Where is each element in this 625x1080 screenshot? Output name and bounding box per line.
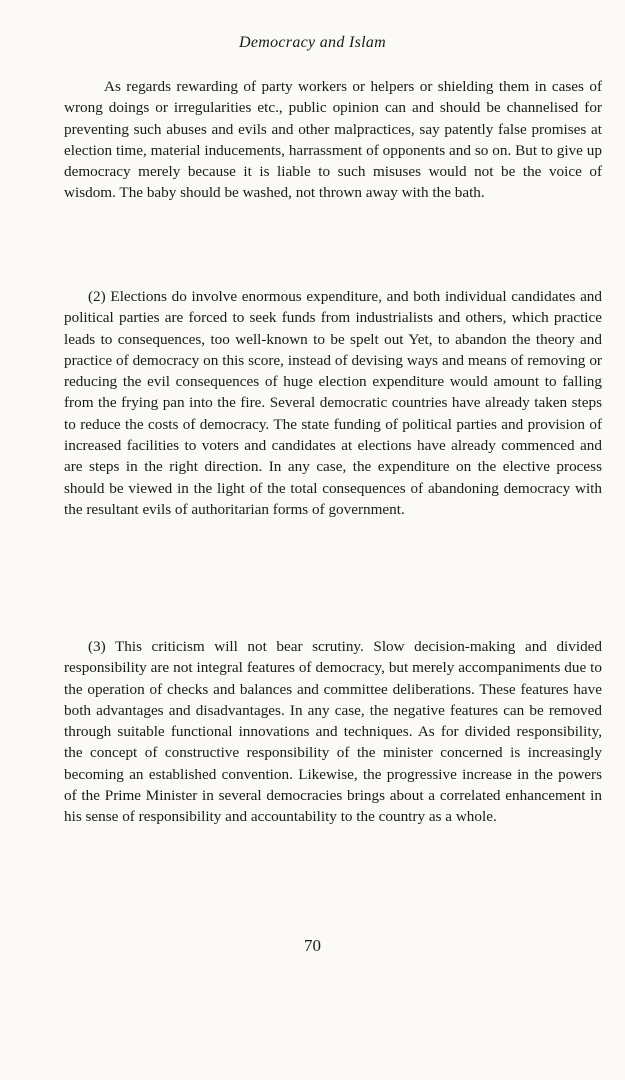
paragraph-3: (3) This criticism will not bear scrutiny. Slow decision-making and divided responsibility are not integral features of democracy, but merely accompaniments due to the operation of checks and balances and committee deliberations. These features have both advantages and disadvantages. In any case, the negative features can be removed through suitable functional innovations and techniques. As for divided responsibility, the concept of constructive responsibility of the minister concerned is increasingly becoming an established convention. Likewise, the progressive increase in the powers of the Prime Minister in several democracies brings about a correlated enhancement in his sense of responsibility and accountability to the country as a whole. [64,638,602,826]
paragraph-1: As regards rewarding of party workers or helpers or shielding them in cases of wrong doings or irregularities etc., public opinion can and should be channelised for preventing such abuses and evils and other malpractices, say patently false promises at election time, material inducements, harrassment of opponents and so on. But to give up democracy merely because it is liable to such misuses would not be the voice of wisdom. The baby should be washed, not thrown away with the bath. [64,78,602,202]
paragraph-2: (2) Elections do involve enormous expenditure, and both individual candidates and political parties are forced to seek funds from industrialists and others, which practice leads to consequences, too well-known to be spelt out Yet, to abandon the theory and practice of democracy on this score, instead of devising ways and means of removing or reducing the evil consequences of huge election expenditure would amount to falling from the frying pan into the fire. Several democratic countries have already taken steps to reduce the costs of democracy. The state funding of political parties and provision of increased facilities to voters and candidates at elections have already commenced and are steps in the right direction. In any case, the expenditure on the elective process should be viewed in the light of the total consequences of abandoning democracy with the resultant evils of authoritarian forms of government. [64,288,602,518]
page-number: 70 [304,936,321,955]
running-head: Democracy and Islam [239,34,386,51]
